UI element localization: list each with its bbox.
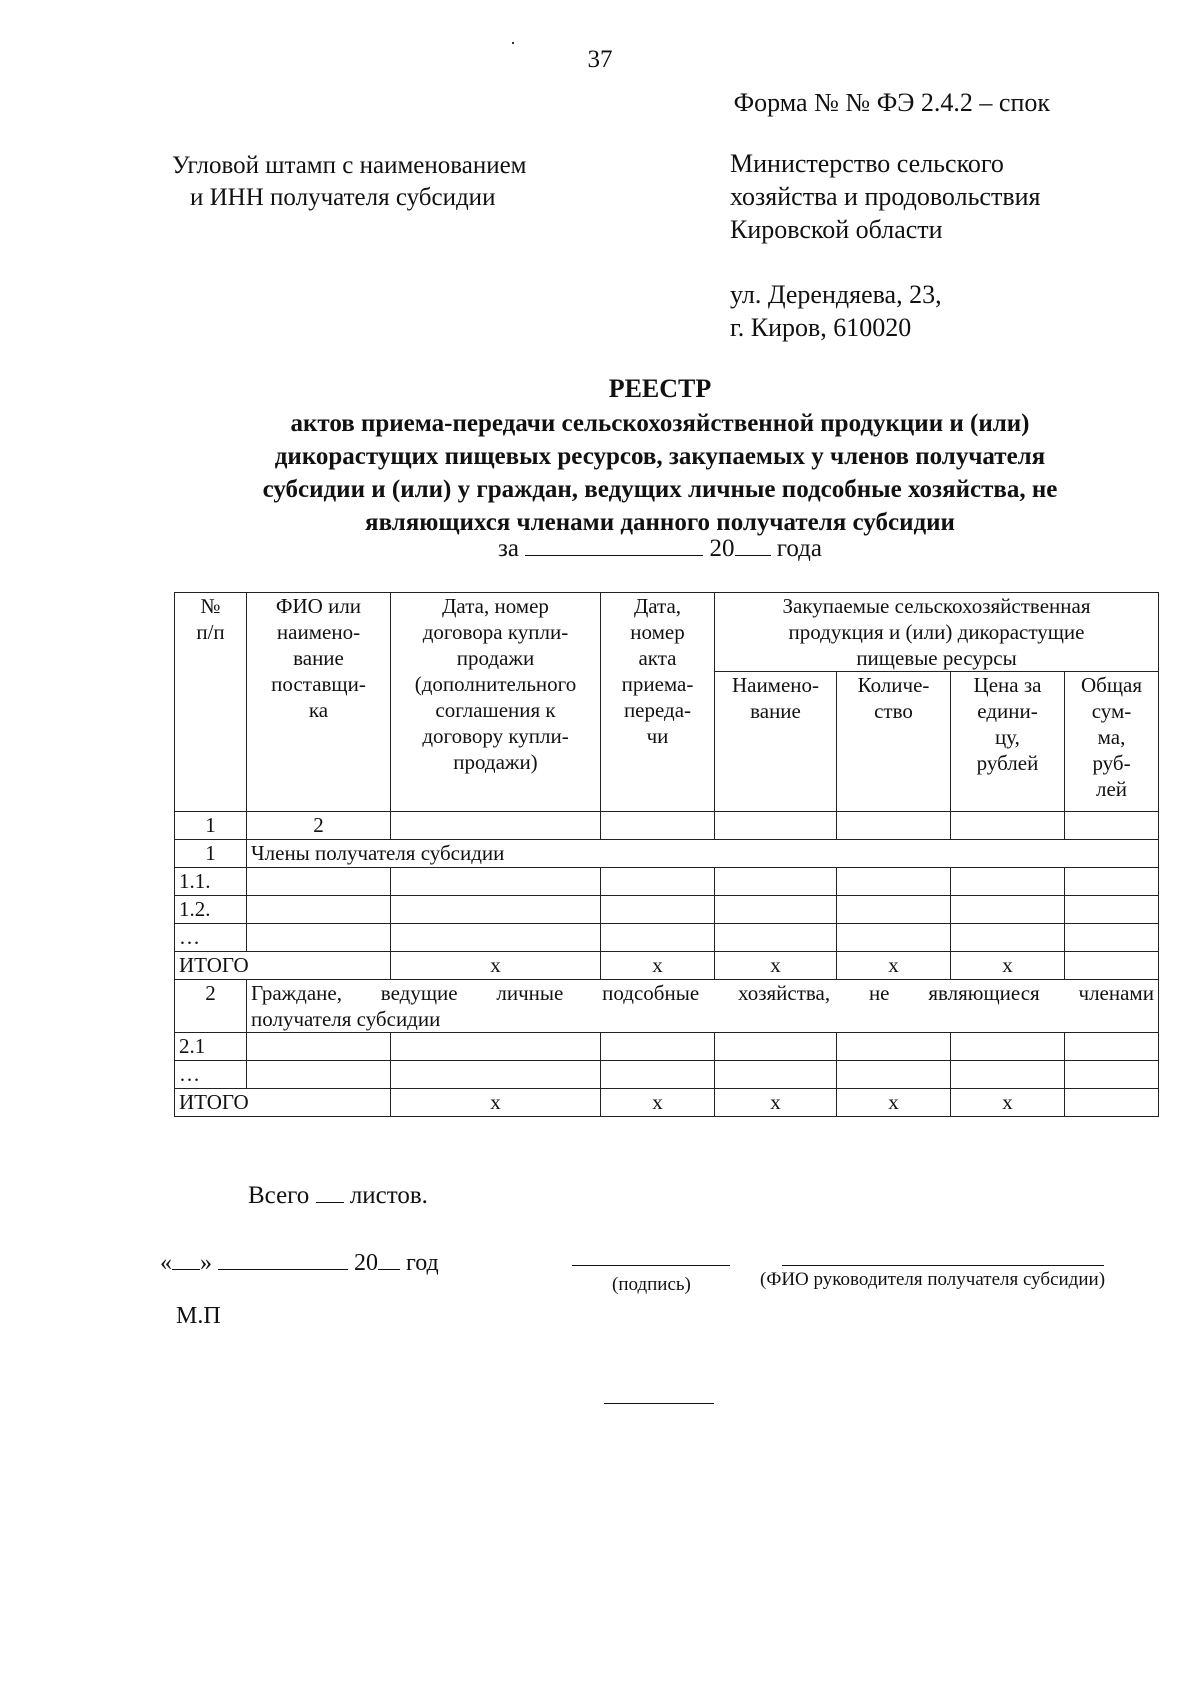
- reporting-period: [160, 535, 1160, 563]
- section-2-num: 2: [175, 980, 247, 1033]
- sheet-count-blank: [316, 1202, 344, 1203]
- header-supplier: ФИО или наимено- вание поставщи- ка: [247, 593, 391, 812]
- document-title: РЕЕСТР: [608, 374, 712, 403]
- footer-rule: [604, 1403, 714, 1404]
- address: [730, 278, 942, 344]
- period-year-prefix: 20: [709, 535, 735, 562]
- x-mark: х: [951, 1089, 1065, 1117]
- corner-stamp-note: [172, 150, 527, 214]
- section-1-label: Члены получателя субсидии: [247, 840, 1159, 868]
- x-mark: х: [391, 1089, 601, 1117]
- header-price: Цена за едини- цу, рублей: [951, 672, 1065, 812]
- address-line-2: г. Киров, 610020: [730, 313, 912, 342]
- addressee-line-3: Кировской области: [730, 215, 943, 244]
- row-number: 1.1.: [175, 868, 247, 896]
- column-index-row: [175, 812, 1159, 840]
- signature-date: « » 20 год: [160, 1250, 439, 1276]
- x-mark: х: [715, 952, 837, 980]
- document-title-block: [160, 372, 1160, 539]
- section-2-label: Граждане, ведущие личные подсобные хозяйства, не являющиеся членами получателя субсидии: [247, 980, 1159, 1033]
- subtitle-line-3: субсидии и (или) у граждан, ведущих личные подсобные хозяйства, не: [262, 476, 1058, 503]
- stamp-line-2: и ИНН получателя субсидии: [190, 184, 496, 211]
- section-2-total-row: [175, 1089, 1159, 1117]
- subtitle-line-2: дикорастущих пищевых ресурсов, закупаемых у членов получателя: [274, 443, 1046, 470]
- page-number: 37: [587, 46, 613, 73]
- section-1-num: 1: [175, 840, 247, 868]
- table-row: [175, 1033, 1159, 1061]
- period-suffix: года: [776, 535, 822, 562]
- row-number: 2.1: [175, 1033, 247, 1061]
- table-row: [175, 1061, 1159, 1089]
- x-mark: х: [951, 952, 1065, 980]
- header-row-1: [175, 593, 1159, 672]
- year-blank: [735, 555, 771, 556]
- signature-line: [572, 1265, 730, 1266]
- subtitle-line-1: актов приема-передачи сельскохозяйственной продукции и (или): [290, 410, 1030, 437]
- section-1-total-row: [175, 952, 1159, 980]
- section-1-row: [175, 840, 1159, 868]
- row-number: …: [175, 1061, 247, 1089]
- x-mark: х: [391, 952, 601, 980]
- period-blank: [525, 555, 703, 556]
- year-blank: [378, 1269, 400, 1270]
- signature-caption: (подпись): [612, 1274, 691, 1295]
- period-prefix: за: [498, 535, 519, 562]
- addressee-line-2: хозяйства и продовольствия: [730, 182, 1041, 211]
- sheet-count: Всего листов.: [248, 1182, 428, 1209]
- form-number: Форма № № ФЭ 2.4.2 – спок: [733, 88, 1050, 117]
- header-contract: Дата, номер договора купли- продажи (дополнительного соглашения к договору купли- продажи): [391, 593, 601, 812]
- x-mark: х: [601, 1089, 715, 1117]
- x-mark: х: [837, 952, 951, 980]
- x-mark: х: [837, 1089, 951, 1117]
- head-name-line: [782, 1265, 1104, 1266]
- registry-table: [174, 592, 1159, 1117]
- total-label: ИТОГО: [175, 952, 391, 980]
- row-number: …: [175, 924, 247, 952]
- header-act: Дата, номер акта приема- переда- чи: [601, 593, 715, 812]
- index-cell-1: 1: [175, 812, 247, 840]
- addressee-line-1: Министерство сельского: [730, 149, 1004, 178]
- day-blank: [172, 1269, 200, 1270]
- addressee: [730, 147, 1040, 246]
- month-blank: [218, 1269, 348, 1270]
- table-row: [175, 896, 1159, 924]
- x-mark: х: [601, 952, 715, 980]
- seal-place: М.П: [176, 1303, 221, 1329]
- table-row: [175, 868, 1159, 896]
- x-mark: х: [715, 1089, 837, 1117]
- address-line-1: ул. Дерендяева, 23,: [730, 280, 942, 309]
- header-name: Наимено- вание: [715, 672, 837, 812]
- stamp-line-1: Угловой штамп с наименованием: [172, 152, 527, 179]
- total-label: ИТОГО: [175, 1089, 391, 1117]
- index-cell-2: 2: [247, 812, 391, 840]
- subtitle-line-4: являющихся членами данного получателя субсидии: [365, 509, 955, 536]
- table-row: [175, 924, 1159, 952]
- header-total-sum: Общая сум- ма, руб- лей: [1065, 672, 1159, 812]
- header-purchased-group: Закупаемые сельскохозяйственная продукция и (или) дикорастущие пищевые ресурсы: [715, 593, 1159, 672]
- header-qty: Количе- ство: [837, 672, 951, 812]
- scan-speck: [512, 42, 514, 44]
- row-number: 1.2.: [175, 896, 247, 924]
- header-num: № п/п: [175, 593, 247, 812]
- section-2-row: [175, 980, 1159, 1033]
- head-name-caption: (ФИО руководителя получателя субсидии): [760, 1269, 1106, 1290]
